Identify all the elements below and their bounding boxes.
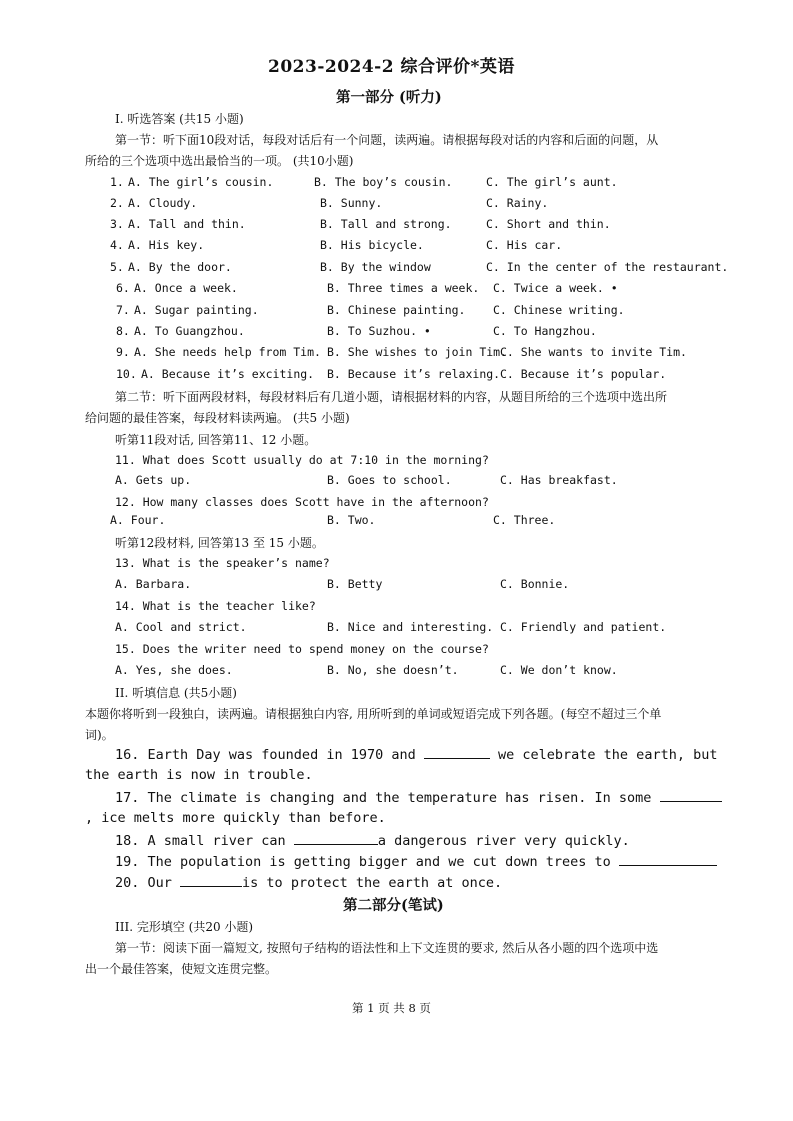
q18-text-a: 18. A small river can	[115, 833, 286, 849]
q6-option-b: B. Three times a week.	[327, 281, 480, 295]
q9-num: 9.	[116, 345, 130, 359]
section2-instr-line1: 本题你将听到一段独白，读两遍。请根据独白内容, 用所听到的单词或短语完成下列各题。(每空不超过三个单	[85, 707, 662, 721]
q7-num: 7.	[116, 303, 130, 317]
section3-instr-line1: 第一节：阅读下面一篇短文, 按照句子结构的语法性和上下文连贯的要求, 然后从各小题的四个选项中选	[115, 941, 659, 955]
q18-line	[115, 832, 630, 849]
q6-option-c: C. Twice a week. •	[493, 281, 618, 295]
q16-text-b: we celebrate the earth, but	[498, 747, 718, 763]
section2-instr-line2: 词)。	[85, 728, 114, 742]
q10-option-c: C. Because it’s popular.	[500, 367, 667, 381]
part1-heading: 第一部分 (听力)	[336, 89, 442, 106]
q14-option-c: C. Friendly and patient.	[500, 620, 667, 634]
q5-option-a: A. By the door.	[128, 260, 232, 274]
q5-num: 5.	[110, 260, 124, 274]
q1-option-a: A. The girl’s cousin.	[128, 175, 274, 189]
q14-stem: 14. What is the teacher like?	[115, 599, 316, 613]
section1-heading: I. 听选答案 (共15 小题)	[115, 112, 244, 126]
q12-option-b: B. Two.	[327, 513, 376, 527]
q19-text-a: 19. The population is getting bigger and we cut down trees to	[115, 854, 611, 870]
q16-line	[115, 746, 717, 763]
q15-stem: 15. Does the writer need to spend money on the course?	[115, 642, 489, 656]
q3-option-a: A. Tall and thin.	[128, 217, 246, 231]
q16-blank[interactable]	[424, 746, 490, 759]
q9-option-b: B. She wishes to join Tim.	[327, 345, 508, 359]
q3-num: 3.	[110, 217, 124, 231]
q3-option-b: B. Tall and strong.	[320, 217, 452, 231]
section3-instr-line2: 出一个最佳答案，使短文连贯完整。	[85, 962, 278, 976]
q13-stem: 13. What is the speaker’s name?	[115, 556, 330, 570]
q14-option-a: A. Cool and strict.	[115, 620, 247, 634]
q10-option-b: B. Because it’s relaxing.	[327, 367, 501, 381]
q8-option-c: C. To Hangzhou.	[493, 324, 597, 338]
q16-text-a: 16. Earth Day was founded in 1970 and	[115, 747, 416, 763]
q5-option-c: C. In the center of the restaurant.	[486, 260, 729, 274]
q9-option-a: A. She needs help from Tim.	[134, 345, 321, 359]
q3-option-c: C. Short and thin.	[486, 217, 611, 231]
q2-option-b: B. Sunny.	[320, 196, 383, 210]
q18-text-b: a dangerous river very quickly.	[377, 833, 630, 849]
q10-option-a: A. Because it’s exciting.	[141, 367, 315, 381]
q2-option-c: C. Rainy.	[486, 196, 549, 210]
q17-text-a: 17. The climate is changing and the temperature has risen. In some	[115, 790, 652, 806]
section3-heading: III. 完形填空 (共20 小题)	[115, 920, 254, 934]
q15-option-c: C. We don’t know.	[500, 663, 618, 677]
q20-line	[115, 874, 502, 891]
q2-num: 2.	[110, 196, 124, 210]
q4-option-a: A. His key.	[128, 238, 205, 252]
q20-text-a: 20. Our	[115, 875, 172, 891]
q15-option-a: A. Yes, she does.	[115, 663, 233, 677]
page-footer: 第 1 页 共 8 页	[352, 1001, 431, 1015]
listen-material-12: 听第12段材料, 回答第13 至 15 小题。	[115, 536, 324, 550]
q1-num: 1.	[110, 175, 124, 189]
q11-stem: 11. What does Scott usually do at 7:10 in the morning?	[115, 453, 489, 467]
q20-text-b: is to protect the earth at once.	[242, 875, 503, 891]
q8-option-a: A. To Guangzhou.	[134, 324, 245, 338]
q19-blank[interactable]	[619, 853, 717, 866]
q12-stem: 12. How many classes does Scott have in the afternoon?	[115, 495, 489, 509]
q4-option-c: C. His car.	[486, 238, 563, 252]
q19-line	[115, 853, 717, 870]
q18-blank[interactable]	[294, 832, 378, 845]
q8-option-b: B. To Suzhou. •	[327, 324, 431, 338]
q16-text-c: the earth is now in trouble.	[85, 767, 313, 783]
q12-option-c: C. Three.	[493, 513, 556, 527]
q17-line	[115, 789, 722, 806]
q12-option-a: A. Four.	[110, 513, 166, 527]
q4-num: 4.	[110, 238, 124, 252]
q7-option-b: B. Chinese painting.	[327, 303, 466, 317]
q6-num: 6.	[116, 281, 130, 295]
q13-option-c: C. Bonnie.	[500, 577, 570, 591]
q13-option-a: A. Barbara.	[115, 577, 192, 591]
q11-option-b: B. Goes to school.	[327, 473, 452, 487]
q8-num: 8.	[116, 324, 130, 338]
section1-node1-line1: 第一节：听下面10段对话，每段对话后有一个问题，读两遍。请根据每段对话的内容和后面的问题，从	[115, 133, 659, 147]
section1-node2-line2: 给问题的最佳答案，每段材料读两遍。 (共5 小题)	[85, 411, 350, 425]
q4-option-b: B. His bicycle.	[320, 238, 424, 252]
q5-option-b: B. By the window	[320, 260, 431, 274]
q6-option-a: A. Once a week.	[134, 281, 238, 295]
q1-option-b: B. The boy’s cousin.	[314, 175, 453, 189]
q15-option-b: B. No, she doesn’t.	[327, 663, 459, 677]
q11-option-a: A. Gets up.	[115, 473, 192, 487]
listen-dialog-11: 听第11段对话, 回答第11、12 小题。	[115, 433, 317, 447]
q17-text-b: , ice melts more quickly than before.	[85, 810, 386, 826]
section2-heading: II. 听填信息 (共5小题)	[115, 686, 237, 700]
q2-option-a: A. Cloudy.	[128, 196, 198, 210]
q7-option-c: C. Chinese writing.	[493, 303, 625, 317]
q20-blank[interactable]	[180, 874, 242, 887]
q7-option-a: A. Sugar painting.	[134, 303, 259, 317]
q11-option-c: C. Has breakfast.	[500, 473, 618, 487]
q13-option-b: B. Betty	[327, 577, 383, 591]
q9-option-c: C. She wants to invite Tim.	[500, 345, 687, 359]
exam-title: 2023-2024-2 综合评价*英语	[268, 57, 515, 77]
q17-blank[interactable]	[660, 789, 722, 802]
part2-heading: 第二部分(笔试)	[343, 897, 444, 914]
q10-num: 10.	[116, 367, 137, 381]
q14-option-b: B. Nice and interesting.	[327, 620, 494, 634]
section1-node2-line1: 第二节：听下面两段材料，每段材料后有几道小题，请根据材料的内容，从题目所给的三个选项中选出所	[115, 390, 668, 404]
section1-node1-line2: 所给的三个选项中选出最恰当的一项。 (共10小题)	[85, 154, 354, 168]
q1-option-c: C. The girl’s aunt.	[486, 175, 618, 189]
